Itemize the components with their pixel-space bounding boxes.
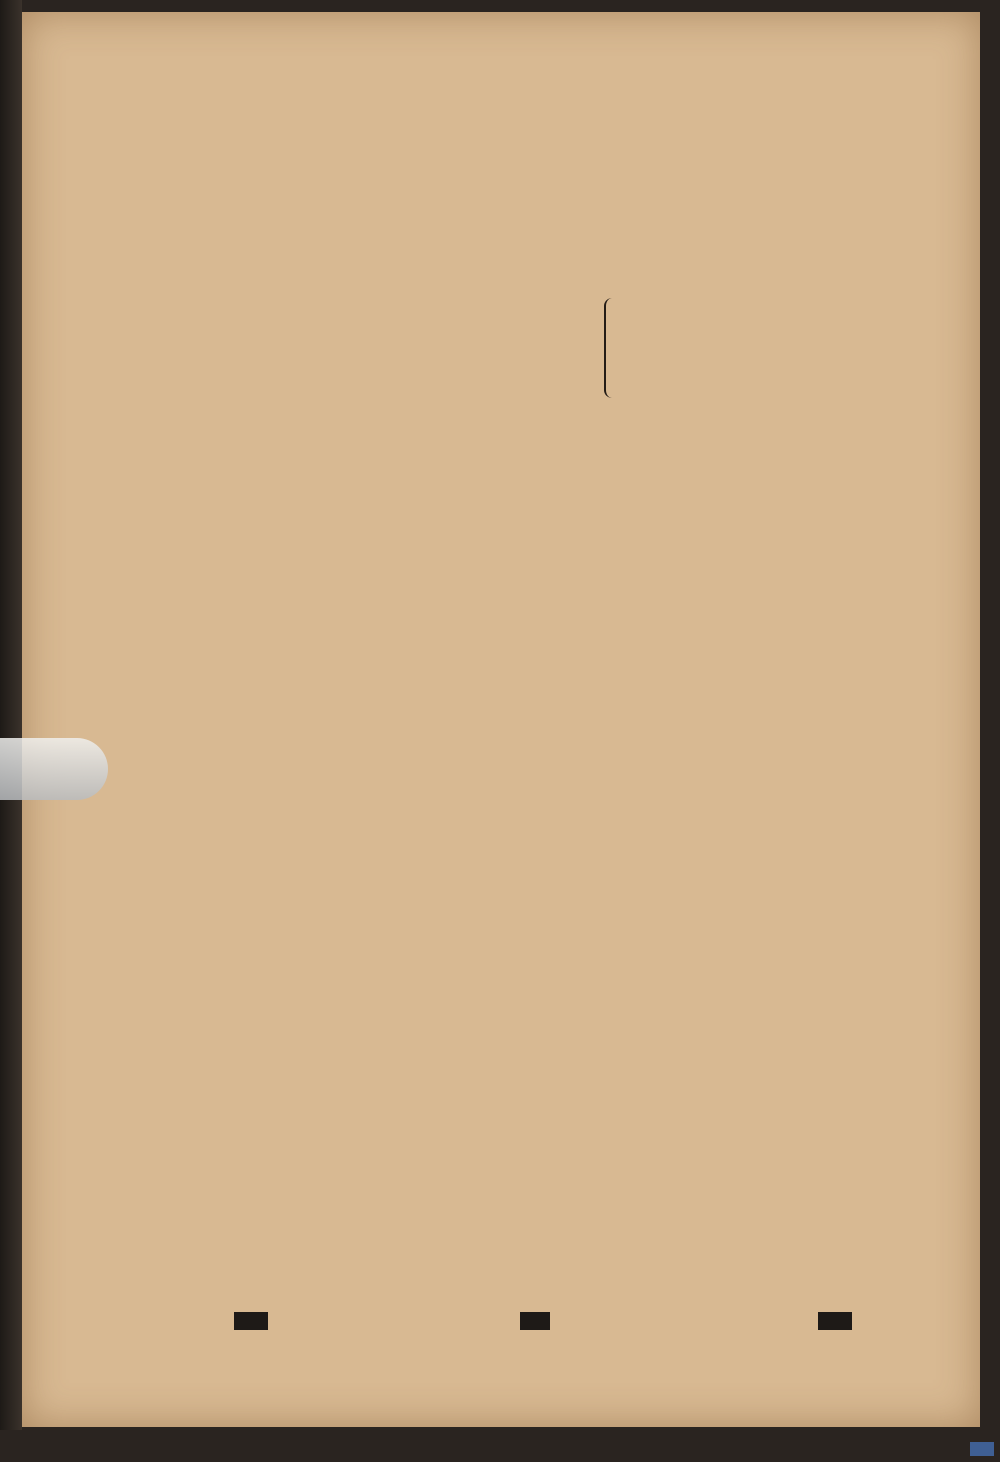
paper-clip [0,738,108,800]
footer-bar-middle [520,1312,550,1330]
footer-bar-right [818,1312,852,1330]
chorus-brace [604,298,616,398]
book-spine [0,0,22,1430]
book-page [22,12,980,1427]
footer-bar-left [234,1312,268,1330]
dfg-logo [970,1442,994,1456]
